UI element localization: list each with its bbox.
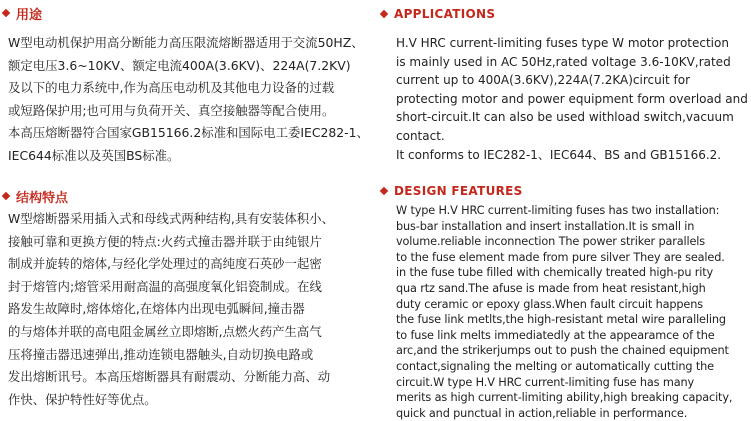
design-line: contact,signaling the melting or automatically cutting the: [396, 359, 714, 373]
applications-line: is mainly used in AC 50Hz,rated voltage 3.6-10KV,rated: [396, 54, 731, 69]
usage-heading-text: 用途: [16, 7, 43, 23]
applications-section: [378, 4, 750, 164]
applications-line: protecting motor and power equipment form overload and: [396, 91, 748, 106]
applications-line: short-circuit.It can also be used withload switch,vacuum: [396, 110, 734, 125]
design-line: duty ceramic or epoxy glass.When fault circuit happens: [396, 297, 703, 311]
usage-line: 及以下的电力系统中,作为高压电动机及其他电力设备的过载: [8, 80, 335, 96]
features-heading: [0, 186, 375, 206]
features-section: [0, 186, 375, 411]
features-line: 封于熔管内;熔管采用耐高温的高强度氧化铝瓷制成。在线: [8, 278, 322, 294]
applications-line: contact.: [396, 128, 445, 143]
design-line: arc,and the strikerjumps out to push the chained equipment: [396, 344, 729, 358]
design-line: to the fuse element made from pure silver They are sealed.: [396, 250, 725, 264]
usage-section: [0, 3, 375, 168]
usage-line: 额定电压3.6~10KV、额定电流400A(3.6KV)、224A(7.2KV): [8, 57, 351, 73]
design-line: in the fuse tube filled with chemically treated high-pu rity: [396, 266, 714, 280]
design-heading-text: DESIGN FEATURES: [394, 184, 523, 198]
diamond-bullet-icon: [2, 192, 10, 200]
design-section: [378, 181, 750, 421]
applications-line: current up to 400A(3.6KV),224A(7.2KA)circuit for: [396, 73, 691, 88]
design-line: bus-bar installation and insert installation.It is small in: [396, 219, 695, 233]
features-line: 制成并旋转的熔体,与经化学处理过的高纯度石英砂一起密: [8, 256, 322, 272]
design-line: circuit.W type H.V HRC current-limiting fuse has many: [396, 375, 695, 389]
design-line: W type H.V HRC current-limiting fuses has two installation:: [396, 204, 720, 217]
usage-paragraph: [0, 32, 375, 168]
features-line: 发出熔断讯号。本高压熔断器具有耐震动、分断能力高、动: [8, 369, 331, 385]
features-line: 作快、保护特性好等优点。: [8, 391, 157, 407]
design-paragraph: [378, 203, 750, 421]
usage-line: 或短路保护用;也可用与负荷开关、真空接触器等配合使用。: [8, 102, 335, 118]
features-heading-text: 结构特点: [16, 190, 69, 206]
applications-paragraph: [378, 34, 750, 164]
design-line: to fuse link melts immediatedly at the appearamce of the: [396, 328, 715, 342]
design-line: qua rtz sand.The afuse is made from heat resistant,high: [396, 281, 706, 295]
features-paragraph: [0, 208, 375, 411]
design-line: merits as high current-limiting ability,high breaking capacity,: [396, 391, 733, 405]
applications-line: H.V HRC current-limiting fuses type W motor protection: [396, 36, 729, 50]
features-line: 压将撞击器迅速弹出,推动连锁电器触头,自动切换电路或: [8, 346, 314, 362]
usage-line: 本高压熔断器符合国家GB15166.2标准和国际电工委IEC282-1、: [8, 125, 369, 141]
features-line: 路发生故障时,熔体熔化,在熔体内出现电弧瞬间,撞击器: [8, 301, 305, 317]
usage-heading: [0, 3, 375, 23]
usage-line: IEC644标准以及英国BS标准。: [8, 147, 180, 163]
features-line: 接触可靠和更换方便的特点:火药式撞击器并联于由纯银片: [8, 233, 322, 249]
diamond-bullet-icon: [2, 9, 10, 17]
applications-heading: [378, 4, 750, 24]
usage-line: W型电动机保护用高分断能力高压限流熔断器适用于交流50HZ、: [8, 35, 364, 50]
design-line: quick and punctual in action,reliable in performance.: [396, 406, 688, 420]
applications-heading-text: APPLICATIONS: [394, 7, 496, 21]
design-line: volume.reliable inconnection The power striker parallels: [396, 235, 706, 249]
diamond-bullet-icon: [380, 187, 388, 195]
diamond-bullet-icon: [380, 10, 388, 18]
features-line: 的与熔体并联的高电阻金属丝立即熔断,点燃火药产生高气: [8, 323, 322, 339]
design-line: the fuse link metlts,the high-resistant metal wire paralleling: [396, 313, 726, 327]
design-heading: [378, 181, 750, 201]
applications-line: It conforms to IEC282-1、IEC644、BS and GB15166.2.: [396, 147, 722, 162]
features-line: W型熔断器采用插入式和母线式两种结构,具有安装体积小、: [8, 211, 334, 226]
